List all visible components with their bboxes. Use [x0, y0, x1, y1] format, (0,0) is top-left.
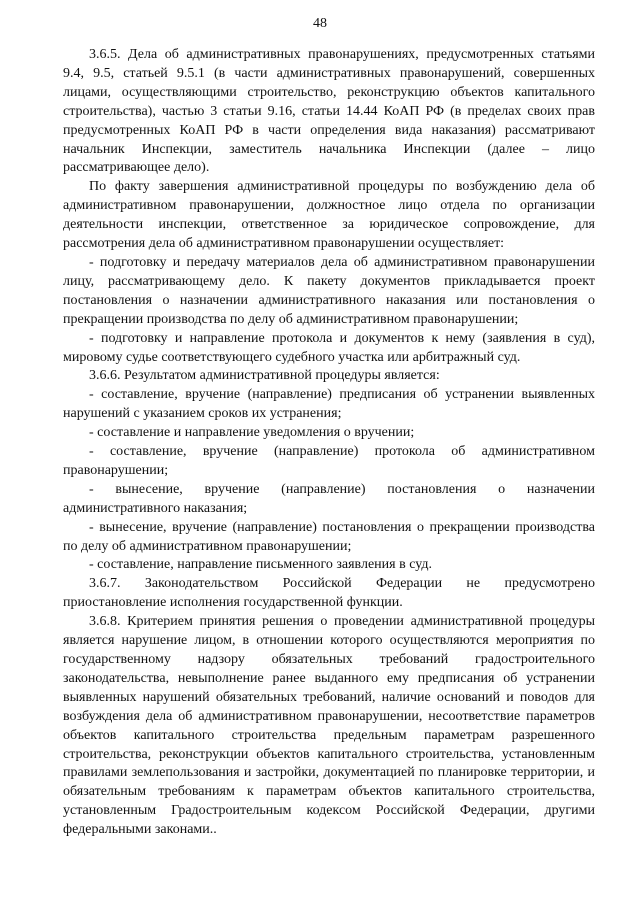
list-item-prescription: - составление, вручение (направление) предписания об устранении выявленных нарушений с указанием сроков их устранения;	[63, 387, 595, 422]
list-item-termination-resolution: - вынесение, вручение (направление) постановления о прекращении производства по делу об административном правонарушении;	[63, 519, 595, 554]
list-item-materials-transfer: - подготовку и передачу материалов дела об административном правонарушении лицу, рассматривающему дело. К пакету документов прикладывается проект постановления о назначении административного наказания или постановления о прекращении производства по делу об административном правонарушении;	[63, 254, 595, 327]
paragraph-3-6-7: 3.6.7. Законодательством Российской Федерации не предусмотрено приостановление исполнения государственной функции.	[63, 576, 595, 611]
list-item-notification: - составление и направление уведомления о вручении;	[89, 425, 415, 441]
page-number: 48	[313, 16, 327, 31]
list-item-protocol: - составление, вручение (направление) протокола об административном правонарушении;	[63, 444, 595, 478]
list-item-penalty-resolution: - вынесение, вручение (направление) постановления о назначении административного наказания;	[63, 481, 595, 516]
paragraph-3-6-8: 3.6.8. Критерием принятия решения о проведении административной процедуры является нарушение лицом, в отношении которого осуществляются мероприятия по государственному надзору обязательных требований градостроительного законодательства, невыполнение ранее выданного ему предписания об устранении выявленных нарушений обязательных требований, наличие оснований и поводов для возбуждения дела об административном правонарушении, несоответствие параметров объектов капитального строительства предельным параметрам разрешенного строительства, реконструкции объектов капитального строительства, установленным правилами землепользования и застройки, документацией по планировке территории, и обязательным требованиям к параметрам объектов капитального строительства, установленным Градостроительным кодексом Российской Федерации, другими федеральными законами..	[63, 614, 595, 838]
list-item-court-application: - составление, направление письменного заявления в суд.	[89, 557, 432, 573]
paragraph-procedure-completion: По факту завершения административной процедуры по возбуждению дела об административном правонарушении, должностное лицо отдела по организации деятельности инспекции, ответственное за юридическое сопровождение, для рассмотрения дела об административном правонарушении осуществляет:	[63, 179, 595, 252]
document-body	[63, 46, 595, 840]
list-item-protocol-court: - подготовку и направление протокола и документов к нему (заявления в суд), мировому судье соответствующего судебного участка или арбитражный суд.	[63, 330, 595, 365]
paragraph-3-6-6: 3.6.6. Результатом административной процедуры является:	[89, 368, 440, 384]
paragraph-3-6-5: 3.6.5. Дела об административных правонарушениях, предусмотренных статьями 9.4, 9.5, статьей 9.5.1 (в части административных правонарушений, совершенных лицами, осуществляющими строительство, реконструкцию объектов капитального строительства), частью 3 статьи 9.16, статьи 14.44 КоАП РФ (в пределах своих прав предусмотренных КоАП РФ в части определения вида наказания) рассматривают начальник Инспекции, заместитель начальника Инспекции (далее – лицо рассматривающее дело).	[63, 47, 595, 176]
